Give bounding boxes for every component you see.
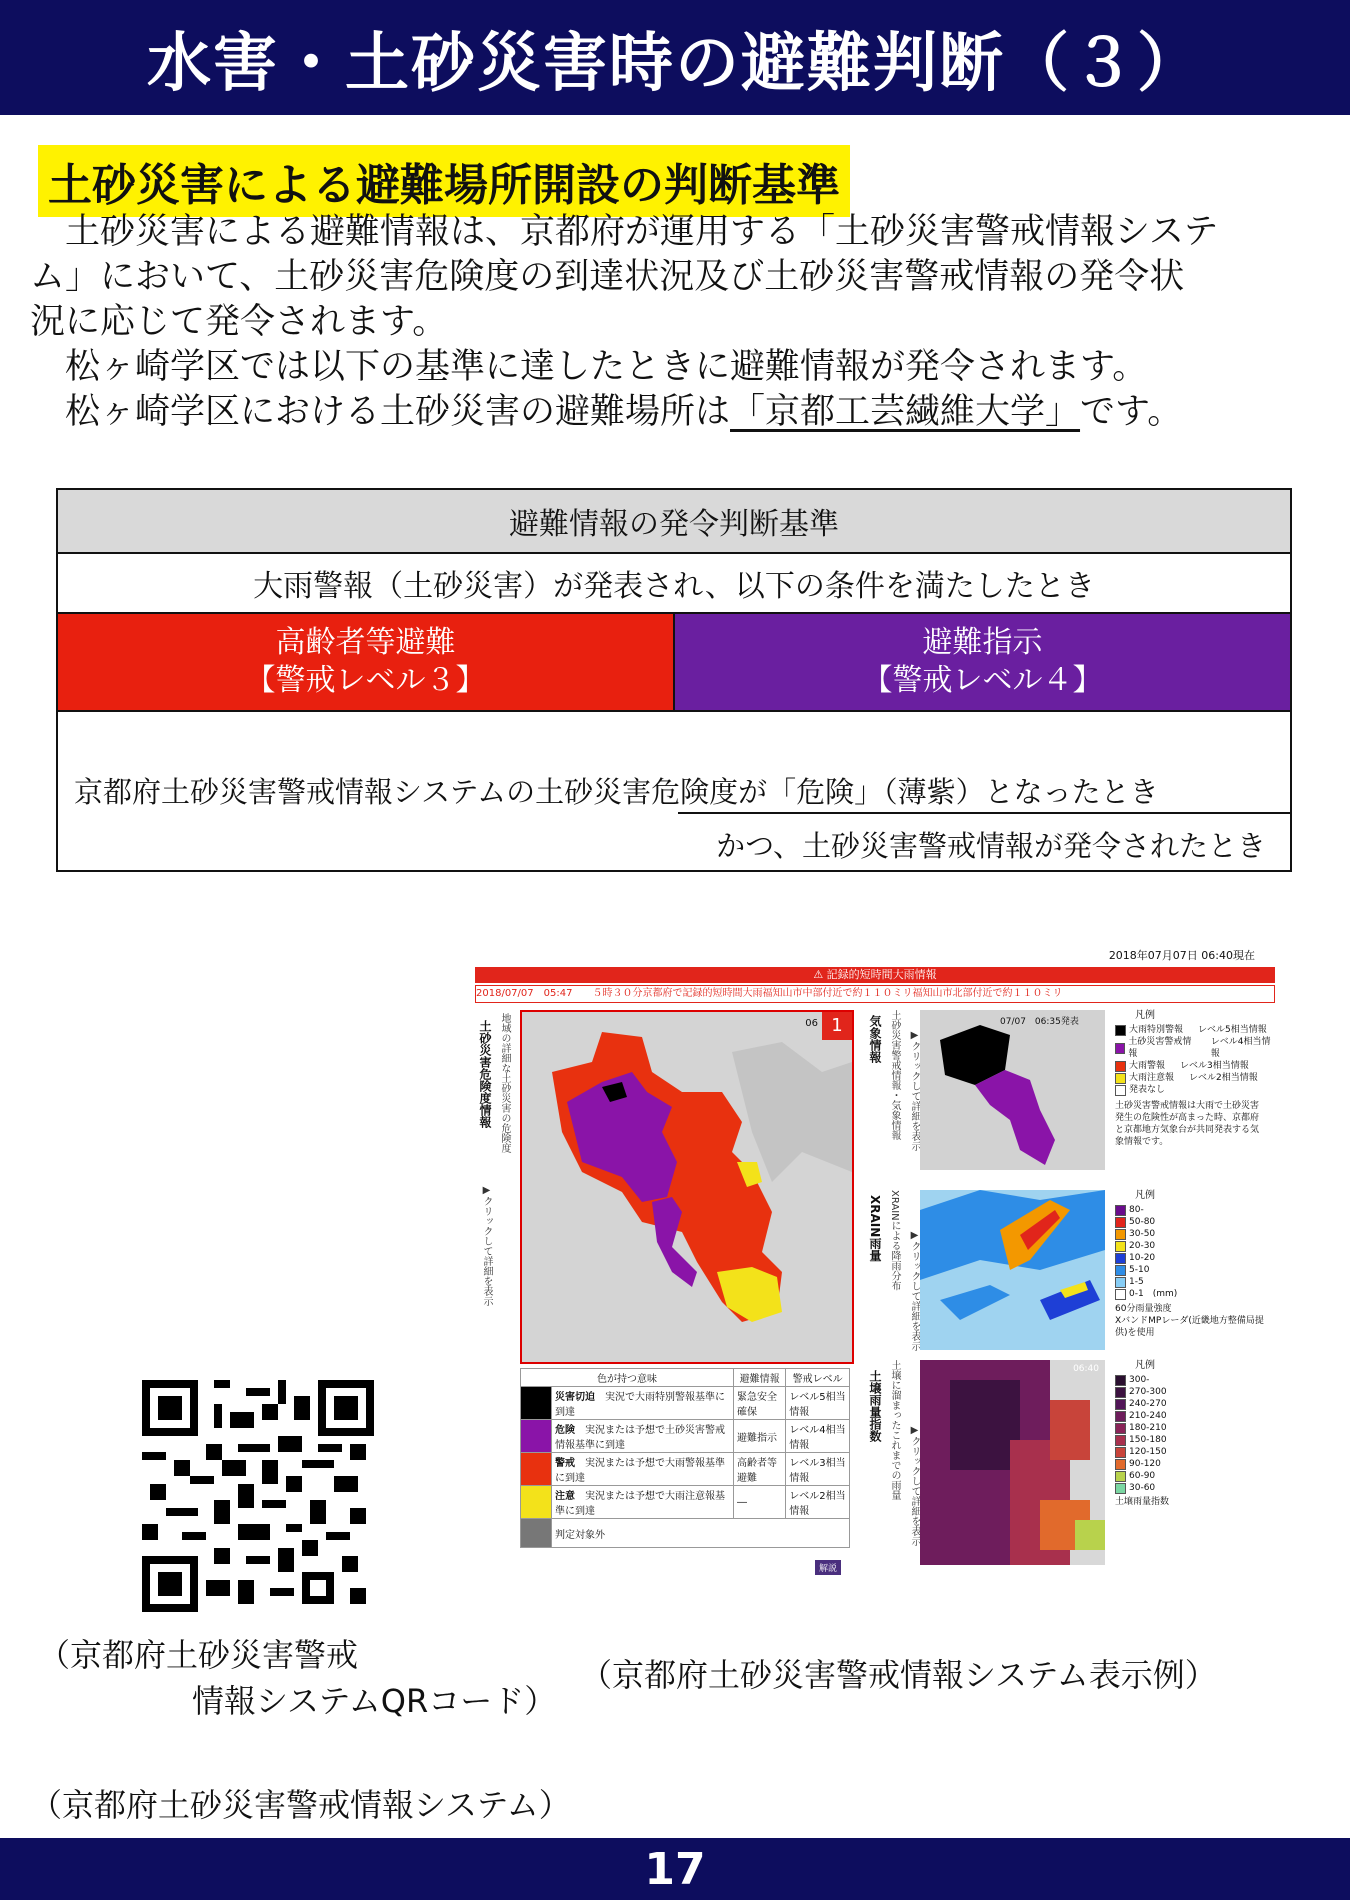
panel3-legend-item [1115,1482,1169,1494]
system-ticker: 2018/07/07 05:47 ５時３０分京都府で記録的短時間大雨福知山市中部付近で約１１０ミリ福知山市北部付近で約１１０ミリ [475,985,1275,1003]
source-caption: （京都府土砂災害警戒情報システム） [30,1786,571,1824]
body-text [30,210,1320,435]
legend-name: 5-10 [1129,1265,1150,1275]
legend-swatch [1115,1085,1126,1096]
legend-name: 150-180 [1129,1435,1167,1445]
panel3-legend-item [1115,1398,1169,1410]
panel3-sub: 土壌に溜まったこれまでの雨量 [889,1360,900,1500]
panel1-sub: 土砂災害警戒情報・気象情報 [889,1010,900,1140]
legend-name: 災害切迫 [555,1392,595,1403]
shelter-name: 「京都工芸繊維大学」 [730,392,1081,432]
legend-row [521,1387,850,1420]
paragraph-1a: 土砂災害による避難情報は、京都府が運用する「土砂災害警戒情報システ [30,212,1219,252]
panel2-note1: 60分雨量強度 [1115,1304,1172,1314]
risk-legend-table [520,1368,850,1548]
legend-name: 240-270 [1129,1399,1167,1409]
panel2-legend-item [1115,1240,1265,1252]
legend-level: レベル5相当情報 [786,1387,850,1420]
legend-info: ― [734,1486,786,1519]
legend-name: 30-60 [1129,1483,1156,1493]
legend-swatch [1115,1241,1126,1252]
panel3-map-graphic [920,1360,1105,1565]
paragraph-3-text: 松ヶ崎学区における土砂災害の避難場所は [30,392,731,432]
legend-name: 発表なし [1129,1085,1166,1095]
panel2-sub: XRAINによる降雨分布 [889,1190,900,1291]
main-map-sub: 地域の詳細な土砂災害の危険度 [499,1013,510,1153]
criterion-1: 京都府土砂災害警戒情報システムの土砂災害危険度が「危険」（薄紫）となったとき [74,775,1159,809]
panel3-legend-title: 凡例 [1135,1360,1155,1371]
legend-meaning [552,1453,734,1486]
legend-swatch [1115,1435,1126,1446]
panel3-time: 06:40 [1073,1364,1099,1374]
panel2-legend-item [1115,1228,1265,1240]
map-badge: 1 [822,1012,852,1040]
paragraph-1c: 況に応じて発令されます。 [30,302,448,342]
panel3-legend-item [1115,1410,1169,1422]
panel1-label: 気象情報 [868,1015,882,1063]
legend-name: 20-30 [1129,1241,1156,1251]
legend-name: 50-80 [1129,1217,1156,1227]
panel2-map-graphic [920,1190,1105,1350]
legend-meaning-text: 実況または予想で大雨警報基準に到達 [555,1458,725,1484]
criteria-condition: 大雨警報（土砂災害）が発表され、以下の条件を満たしたとき [57,553,1291,613]
legend-swatch [521,1420,552,1453]
legend-swatch [521,1486,552,1519]
panel1-legend-item [1115,1084,1275,1096]
legend-swatch [1115,1253,1126,1264]
legend-swatch [521,1453,552,1486]
panel1-click[interactable]: ▶クリックして詳細を表示 [909,1030,920,1151]
risk-map-graphic [522,1012,852,1362]
legend-name: 注意 [555,1491,575,1502]
legend-level: レベル2相当情報 [786,1486,850,1519]
system-alert-bar: ⚠ 記録的短時間大雨情報 [475,967,1275,983]
legend-level: レベル3相当情報 [786,1453,850,1486]
level4-title: 避難指示 [922,625,1043,660]
legend-name: 大雨警報 [1129,1061,1166,1071]
legend-swatch [1115,1459,1126,1470]
legend-name: 大雨注意報 [1129,1073,1175,1083]
panel1-legend-item [1115,1036,1275,1060]
panel2-note2: XバンドMPレーダ(近畿地方整備局提供)を使用 [1115,1316,1264,1338]
legend-name: 270-300 [1129,1387,1167,1397]
panel2-legend-item [1115,1204,1265,1216]
legend-swatch [521,1519,552,1548]
legend-swatch [521,1387,552,1420]
panel2-legend-item [1115,1264,1265,1276]
legend-swatch [1115,1043,1125,1054]
legend-meaning [552,1420,734,1453]
legend-out: 判定対象外 [552,1519,850,1548]
legend-swatch [1115,1073,1126,1084]
legend-meaning [552,1486,734,1519]
panel3-map[interactable] [920,1360,1105,1565]
legend-swatch [1115,1423,1126,1434]
legend-name: 1-5 [1129,1277,1144,1287]
legend-swatch [1115,1411,1126,1422]
panel2-legend-title: 凡例 [1135,1190,1155,1201]
panel1-legend-item [1115,1024,1275,1036]
criterion-divider [678,812,1290,814]
panel1-map-graphic [920,1010,1105,1170]
legend-level: レベル3相当情報 [1180,1061,1249,1071]
legend-row [521,1453,850,1486]
criterion-2: かつ、土砂災害警戒情報が発令されたとき [716,829,1266,863]
legend-level: レベル2相当情報 [1189,1073,1258,1083]
level3-sub: 【警戒レベル３】 [245,663,486,698]
panel3-note: 土壌雨量指数 [1115,1497,1170,1507]
legend-swatch [1115,1025,1126,1036]
main-map-click[interactable]: ▶クリックして詳細を表示 [481,1185,492,1306]
kaisetsu-label: 解説 [815,1560,841,1575]
legend-name: 210-240 [1129,1411,1167,1421]
system-date: 2018年07月07日 06:40現在 [1108,949,1255,962]
level3-cell [57,613,674,711]
panel2-label: XRAIN雨量 [868,1195,882,1262]
legend-name: 0-1 (mm) [1129,1289,1178,1299]
panel2-legend-item [1115,1288,1265,1300]
panel1-legend-item [1115,1072,1275,1084]
level4-cell [674,613,1291,711]
kaisetsu-button-main[interactable] [815,1560,841,1575]
panel3-legend-item [1115,1386,1169,1398]
legend-meaning-text: 実況または予想で大雨注意報基準に到達 [555,1491,725,1517]
panel3-click[interactable]: ▶クリックして詳細を表示 [909,1425,920,1546]
panel1-legend-item [1115,1060,1275,1072]
panel2-click[interactable]: ▶クリックして詳細を表示 [909,1230,920,1351]
page-title: 水害・土砂災害時の避難判断（３） [147,26,1203,101]
main-map-label: 土砂災害危険度情報 [478,1020,492,1128]
level3-title: 高齢者等避難 [275,625,456,660]
page-header [0,0,1350,115]
criteria-table [56,488,1292,872]
legend-swatch [1115,1471,1126,1482]
level4-sub: 【警戒レベル４】 [862,663,1103,698]
legend-col-meaning: 色が持つ意味 [521,1369,734,1387]
panel2-legend-item [1115,1216,1265,1228]
paragraph-3 [30,390,1320,435]
legend-name: 警戒 [555,1458,575,1469]
legend-swatch [1115,1205,1126,1216]
legend-swatch [1115,1387,1126,1398]
page-footer [0,1838,1350,1900]
legend-info: 高齢者等避難 [734,1453,786,1486]
paragraph-2: 松ヶ崎学区では以下の基準に達したときに避難情報が発令されます。 [30,347,1148,387]
legend-swatch [1115,1483,1126,1494]
legend-level: レベル4相当情報 [786,1420,850,1453]
legend-level: レベル4相当情報 [1210,1037,1271,1059]
page-number: 17 [644,1843,706,1895]
panel1-legend [1115,1010,1275,1148]
panel3-legend-item [1115,1446,1169,1458]
system-caption: （京都府土砂災害警戒情報システム表示例） [580,1656,1217,1694]
legend-name: 80- [1129,1205,1144,1215]
legend-meaning [552,1387,734,1420]
legend-name: 危険 [555,1425,575,1436]
criteria-header: 避難情報の発令判断基準 [57,489,1291,553]
legend-swatch [1115,1399,1126,1410]
legend-swatch [1115,1289,1126,1300]
legend-col-level: 警戒レベル [786,1369,850,1387]
legend-name: 10-20 [1129,1253,1156,1263]
system-screenshot [475,945,1275,1585]
legend-name: 180-210 [1129,1423,1167,1433]
criteria-detail [57,711,1291,871]
section-title: 土砂災害による避難場所開設の判断基準 [38,145,850,217]
legend-swatch [1115,1061,1126,1072]
panel2-legend [1115,1190,1265,1339]
panel3-legend-item [1115,1374,1169,1386]
panel2-map[interactable] [920,1190,1105,1350]
panel1-map[interactable] [920,1010,1105,1170]
legend-col-info: 避難情報 [734,1369,786,1387]
legend-swatch [1115,1375,1126,1386]
panel1-note: 土砂災害警戒情報は大雨で土砂災害発生の危険性が高まった時、京都府と京都地方気象台が共同発表する気象情報です。 [1115,1101,1260,1147]
legend-name: 60-90 [1129,1471,1156,1481]
legend-swatch [1115,1447,1126,1458]
qr-code[interactable] [142,1380,374,1612]
panel3-legend-item [1115,1434,1169,1446]
legend-name: 大雨特別警報 [1129,1025,1184,1035]
panel2-legend-item [1115,1252,1265,1264]
legend-row [521,1486,850,1519]
main-risk-map[interactable] [520,1010,854,1364]
panel3-legend-item [1115,1422,1169,1434]
legend-swatch [1115,1265,1126,1276]
legend-name: 120-150 [1129,1447,1167,1457]
legend-swatch [1115,1277,1126,1288]
paragraph-1b: ム」において、土砂災害危険度の到達状況及び土砂災害警戒情報の発令状 [30,257,1185,297]
legend-info: 緊急安全確保 [734,1387,786,1420]
panel3-legend [1115,1360,1169,1508]
legend-name: 300- [1129,1375,1150,1385]
legend-info: 避難指示 [734,1420,786,1453]
panel1-legend-title: 凡例 [1135,1010,1155,1021]
panel3-label: 土壌雨量指数 [868,1370,882,1442]
main-map-time: 06 [805,1018,818,1029]
qr-caption-line1: （京都府土砂災害警戒 [38,1636,359,1674]
panel1-time: 07/07 06:35発表 [1000,1017,1079,1027]
qr-caption-line2: 情報システムQRコード） [192,1682,557,1720]
panel3-legend-item [1115,1470,1169,1482]
legend-level: レベル5相当情報 [1198,1025,1267,1035]
legend-meaning-text: 実況で大雨特別警報基準に到達 [555,1392,725,1418]
legend-name: 土砂災害警戒情報 [1128,1037,1192,1059]
legend-name: 30-50 [1129,1229,1156,1239]
panel3-legend-item [1115,1458,1169,1470]
legend-row [521,1420,850,1453]
legend-swatch [1115,1229,1126,1240]
legend-meaning-text: 実況または予想で土砂災害警戒情報基準に到達 [555,1425,725,1451]
legend-name: 90-120 [1129,1459,1161,1469]
paragraph-3-end: です。 [1080,392,1183,432]
legend-row [521,1519,850,1548]
legend-swatch [1115,1217,1126,1228]
panel2-legend-item [1115,1276,1265,1288]
